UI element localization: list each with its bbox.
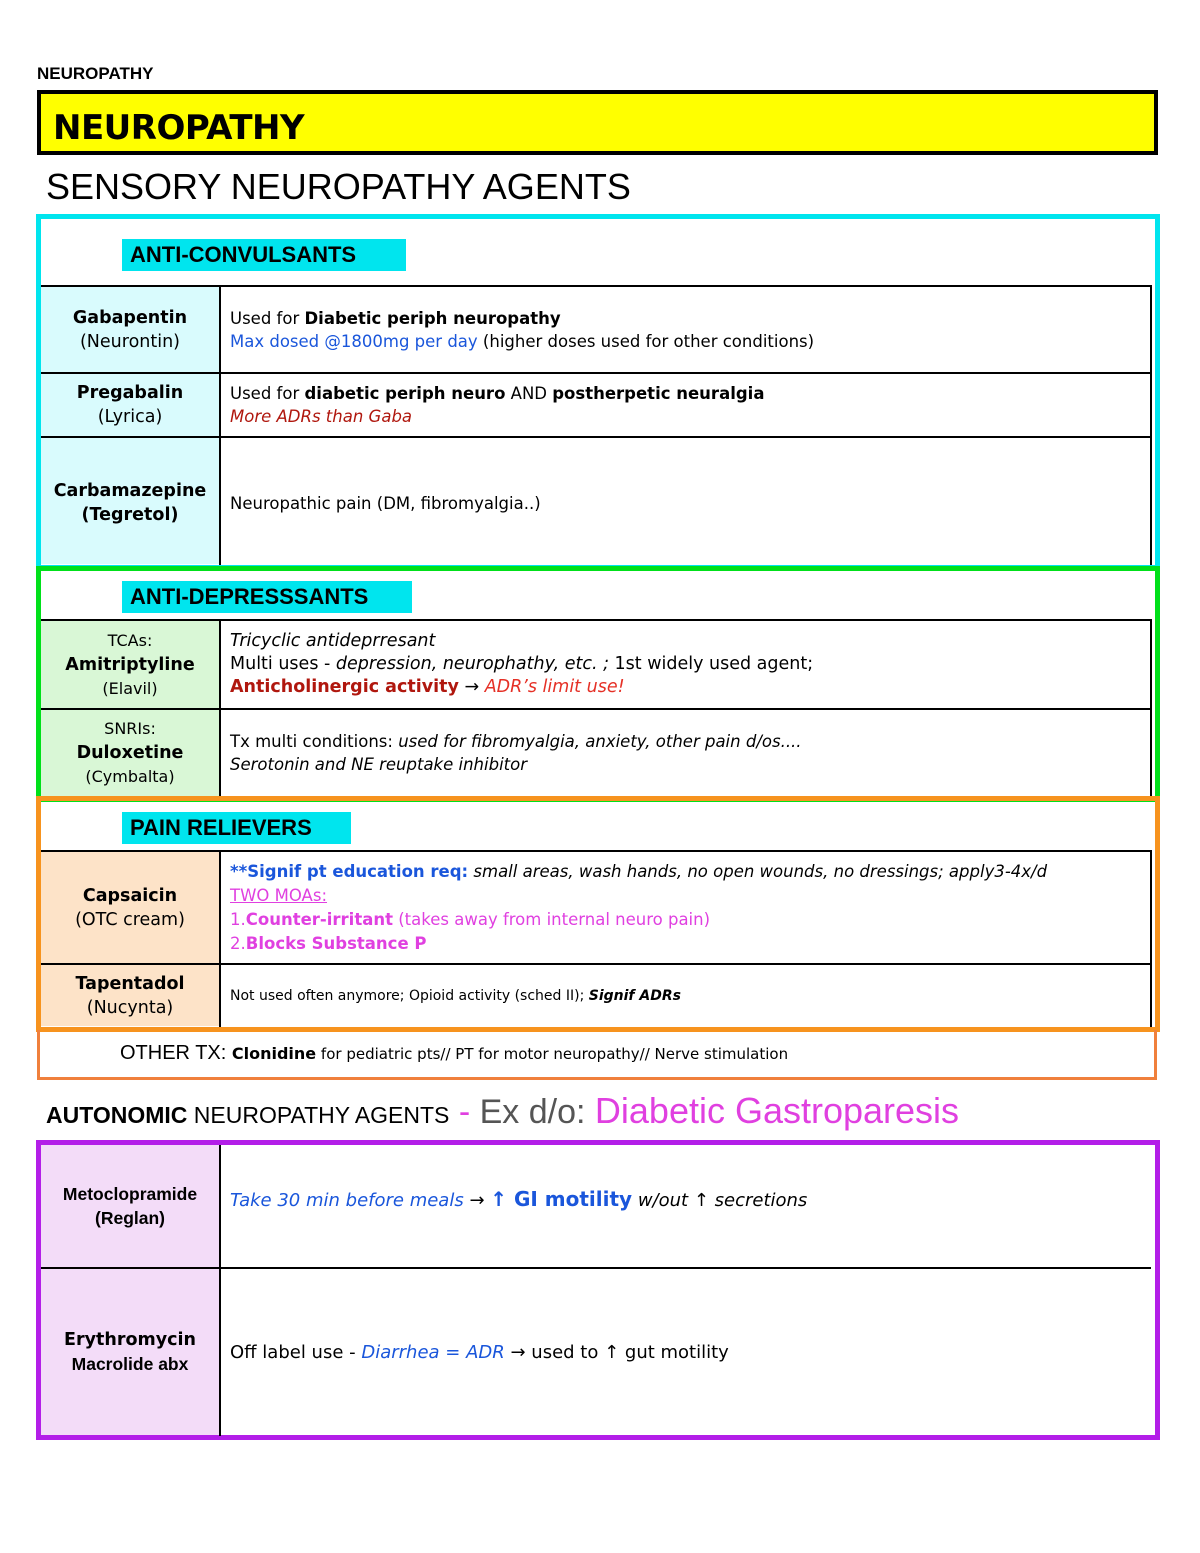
pregabalin-desc-cell: [221, 374, 1150, 436]
drug-brand: (Cymbalta): [85, 767, 175, 786]
carbamazepine-name-cell: [41, 438, 219, 568]
adr-note: More ADRs than Gaba: [230, 407, 413, 426]
snris-desc-cell: [221, 710, 1150, 796]
divider: [1150, 619, 1152, 797]
moa-heading: TWO MOAs:: [230, 885, 328, 905]
clonidine-text: Clonidine: [231, 1044, 317, 1063]
desc-bold: Diabetic periph neuropathy: [304, 308, 561, 328]
drug-brand: Macrolide abx: [71, 1354, 189, 1374]
desc-text: Neuropathic pain (DM, fibromyalgia..): [230, 493, 541, 513]
antidepressants-label: ANTI-DEPRESSSANTS: [122, 581, 412, 613]
autonomic-rest: NEUROPATHY AGENTS: [187, 1102, 450, 1128]
list-number: 1.: [230, 909, 246, 929]
drug-name: Carbamazepine: [53, 481, 207, 501]
list-number: 2.: [230, 933, 246, 953]
divider: [1150, 850, 1152, 1027]
metoclopramide-name-cell: [41, 1145, 219, 1267]
moa-bold: Blocks Substance P: [245, 933, 427, 953]
adr-note: Diarrhea = ADR: [361, 1341, 505, 1363]
gabapentin-desc-cell: [221, 287, 1150, 372]
desc-text: AND: [505, 384, 553, 403]
desc-text: Used for: [230, 308, 305, 328]
drug-name: Metoclopramide: [62, 1184, 198, 1204]
dash: -: [449, 1093, 480, 1131]
autonomic-heading: [46, 1090, 959, 1132]
desc-italic: used for fibromyalgia, anxiety, other pain d/os....: [398, 732, 802, 751]
autonomic-bold: AUTONOMIC: [46, 1102, 188, 1128]
other-tx-row: [120, 1042, 788, 1065]
drug-brand: (Tegretol): [81, 505, 179, 525]
moa-bold: Counter-irritant: [245, 909, 393, 929]
max-dose-text: Max dosed @1800mg per day: [230, 331, 478, 351]
desc-text: (higher doses used for other conditions): [477, 331, 815, 351]
desc-italic: small areas, wash hands, no open wounds, no dressings; apply3-4x/d: [468, 861, 1048, 881]
erythromycin-name-cell: [41, 1269, 219, 1435]
desc-text: Tricyclic antideprresant: [230, 631, 436, 651]
erythromycin-desc-cell: [221, 1269, 1150, 1435]
gi-motility-text: ↑ GI motility: [490, 1187, 633, 1211]
sensory-heading: SENSORY NEUROPATHY AGENTS: [46, 166, 631, 207]
pain-relievers-label: PAIN RELIEVERS: [122, 812, 351, 844]
capsaicin-name-cell: [41, 852, 219, 963]
anticonvulsants-label: ANTI-CONVULSANTS: [122, 239, 406, 271]
desc-text: Tx multi conditions:: [230, 732, 399, 751]
desc-italic: depression, neurophathy, etc. ;: [335, 654, 609, 674]
desc-text: → used to ↑ gut motility: [504, 1341, 729, 1363]
desc-text: Off label use -: [230, 1341, 362, 1363]
gabapentin-name-cell: [41, 287, 219, 372]
desc-text: 1st widely used agent;: [608, 654, 814, 674]
desc-text: Used for: [230, 384, 305, 403]
desc-italic: w/out ↑ secretions: [632, 1190, 808, 1211]
desc-bold: Signif ADRs: [588, 987, 681, 1004]
drug-name: Amitriptyline: [65, 654, 195, 675]
drug-name: Erythromycin: [64, 1330, 196, 1350]
drug-class: SNRIs:: [104, 719, 156, 738]
capsaicin-desc-cell: [221, 852, 1150, 963]
timing-note: Take 30 min before meals: [230, 1190, 464, 1211]
snris-name-cell: [41, 710, 219, 796]
drug-brand: (Elavil): [102, 678, 158, 698]
drug-brand: (OTC cream): [75, 909, 185, 930]
tcas-desc-cell: [221, 621, 1150, 708]
carbamazepine-desc-cell: [221, 438, 1150, 568]
other-tx-label: OTHER TX:: [120, 1042, 232, 1064]
desc-bold: postherpetic neuralgia: [552, 384, 765, 403]
drug-brand: (Reglan): [95, 1208, 165, 1228]
drug-class: TCAs:: [107, 630, 153, 650]
tcas-name-cell: [41, 621, 219, 708]
divider: [1150, 285, 1152, 565]
desc-text: Not used often anymore; Opioid activity (sched II);: [230, 987, 589, 1004]
tapentadol-desc-cell: [221, 965, 1150, 1027]
drug-name: Tapentadol: [75, 974, 185, 994]
drug-brand: (Neurontin): [79, 331, 181, 352]
adr-note: ADR’s limit use!: [484, 677, 625, 697]
desc-bold: diabetic periph neuro: [304, 384, 506, 403]
arrow: →: [463, 1190, 491, 1211]
tapentadol-name-cell: [41, 965, 219, 1027]
disease-name: Diabetic Gastroparesis: [594, 1090, 960, 1131]
desc-text: for pediatric pts// PT for motor neuropathy// Nerve stimulation: [316, 1045, 789, 1063]
drug-name: Gabapentin: [72, 307, 188, 328]
drug-name: Capsaicin: [82, 885, 178, 906]
education-note: **Signif pt education req:: [230, 861, 469, 881]
example-label: Ex d/o:: [479, 1093, 595, 1131]
drug-name: Duloxetine: [76, 743, 184, 763]
arrow: →: [458, 677, 485, 697]
pregabalin-name-cell: [41, 374, 219, 436]
drug-brand: (Lyrica): [97, 407, 163, 427]
desc-text: Serotonin and NE reuptake inhibitor: [230, 755, 527, 774]
page-header: NEUROPATHY: [37, 64, 154, 83]
desc-text: Multi uses -: [230, 654, 336, 674]
page-title: NEUROPATHY: [37, 90, 1158, 155]
metoclopramide-desc-cell: [221, 1145, 1150, 1255]
drug-name: Pregabalin: [76, 383, 184, 403]
desc-text: (takes away from internal neuro pain): [393, 909, 711, 929]
drug-brand: (Nucynta): [86, 998, 174, 1018]
anticholinergic-text: Anticholinergic activity: [230, 677, 459, 697]
